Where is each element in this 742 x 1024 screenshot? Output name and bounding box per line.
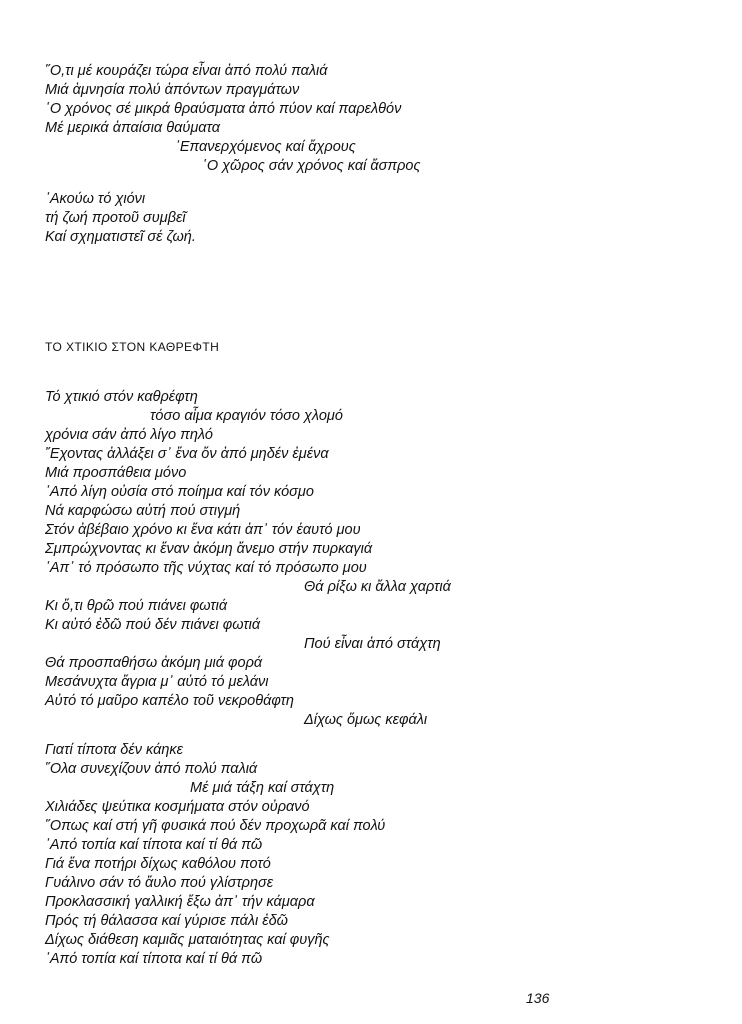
verse-line: Τό χτικιό στόν καθρέφτη — [45, 389, 198, 405]
verse-line: Μιά προσπάθεια μόνο — [45, 465, 187, 481]
verse-line: Δίχως ὅμως κεφάλι — [304, 712, 428, 728]
verse-line: Στόν ἀβέβαιο χρόνο κι ἕνα κάτι ἀπ᾿ τόν ἑαυτό μου — [45, 522, 361, 538]
verse-line: Γιατί τίποτα δέν κάηκε — [45, 742, 184, 758]
verse-line: Μέ μιά τάξη καί στάχτη — [190, 780, 335, 796]
verse-line: Αὐτό τό μαῦρο καπέλο τοῦ νεκροθάφτη — [45, 693, 294, 709]
verse-line: τόσο αἷμα κραγιόν τόσο χλομό — [150, 408, 343, 424]
verse-line: Νά καρφώσω αὐτή πού στιγμή — [45, 503, 241, 519]
verse-line: Γιά ἕνα ποτήρι δίχως καθόλου ποτό — [45, 856, 271, 872]
verse-line: ᾿Από τοπία καί τίποτα καί τί θά πῶ — [45, 837, 263, 853]
verse-line: ᾿Από λίγη οὐσία στό ποίημα καί τόν κόσμο — [45, 484, 314, 500]
verse-line: ᾿Απ᾿ τό πρόσωπο τῆς νύχτας καί τό πρόσωπο μου — [45, 560, 367, 576]
verse-line: χρόνια σάν ἀπό λίγο πηλό — [45, 427, 213, 443]
verse-line: ᾿Από τοπία καί τίποτα καί τί θά πῶ — [45, 951, 263, 967]
verse-line: Σμπρώχνοντας κι ἕναν ἀκόμη ἄνεμο στήν πυρκαγιά — [45, 541, 373, 557]
verse-line: Κι αὐτό ἐδῶ πού δέν πιάνει φωτιά — [45, 617, 261, 633]
verse-line: ῞Οπως καί στή γῆ φυσικά πού δέν προχωρᾶ καί πολύ — [45, 818, 386, 834]
verse-line: Μέ μερικά ἀπαίσια θαύματα — [45, 120, 221, 136]
verse-line: Γυάλινο σάν τό ἄυλο πού γλίστρησε — [45, 875, 274, 891]
verse-line: Θά προσπαθήσω ἀκόμη μιά φορά — [45, 655, 263, 671]
poem-title: ΤΟ ΧΤΙΚΙΟ ΣΤΟΝ ΚΑΘΡΕΦΤΗ — [45, 340, 220, 354]
verse-line: Καί σχηματιστεῖ σέ ζωή. — [45, 229, 196, 245]
verse-line: Θά ρίξω κι ἄλλα χαρτιά — [304, 579, 451, 595]
verse-line: Χιλιάδες ψεύτικα κοσμήματα στόν οὐρανό — [45, 799, 310, 815]
verse-line: ᾿Ακούω τό χιόνι — [45, 191, 146, 207]
verse-line: Κι ὅ,τι θρῶ πού πιάνει φωτιά — [45, 598, 228, 614]
verse-line: Προκλασσική γαλλική ἔξω ἀπ᾿ τήν κάμαρα — [45, 894, 315, 910]
verse-line: Πού εἶναι ἀπό στάχτη — [304, 636, 441, 652]
verse-line: Μιά ἀμνησία πολύ ἀπόντων πραγμάτων — [45, 82, 300, 98]
verse-line: τή ζωή προτοῦ συμβεῖ — [45, 210, 186, 226]
verse-line: Μεσάνυχτα ἄγρια μ᾿ αὐτό τό μελάνι — [45, 674, 269, 690]
verse-line: Δίχως διάθεση καμιᾶς ματαιότητας καί φυγῆς — [45, 932, 330, 948]
verse-line: ῾Ο χῶρος σάν χρόνος καί ἄσπρος — [202, 158, 421, 174]
verse-line: ᾿Επανερχόμενος καί ἄχρους — [175, 139, 356, 155]
verse-line: ῞Ο,τι μέ κουράζει τώρα εἶναι ἀπό πολύ παλιά — [45, 63, 328, 79]
verse-line: ῎Εχοντας ἀλλάξει σ᾿ ἕνα ὄν ἀπό μηδέν ἐμένα — [45, 446, 329, 462]
verse-line: ῞Ολα συνεχίζουν ἀπό πολύ παλιά — [45, 761, 258, 777]
verse-line: ῾Ο χρόνος σέ μικρά θραύσματα ἀπό πύον καί παρελθόν — [45, 101, 402, 117]
verse-line: Πρός τή θάλασσα καί γύρισε πάλι ἐδῶ — [45, 913, 288, 929]
page-number: 136 — [526, 990, 550, 1006]
